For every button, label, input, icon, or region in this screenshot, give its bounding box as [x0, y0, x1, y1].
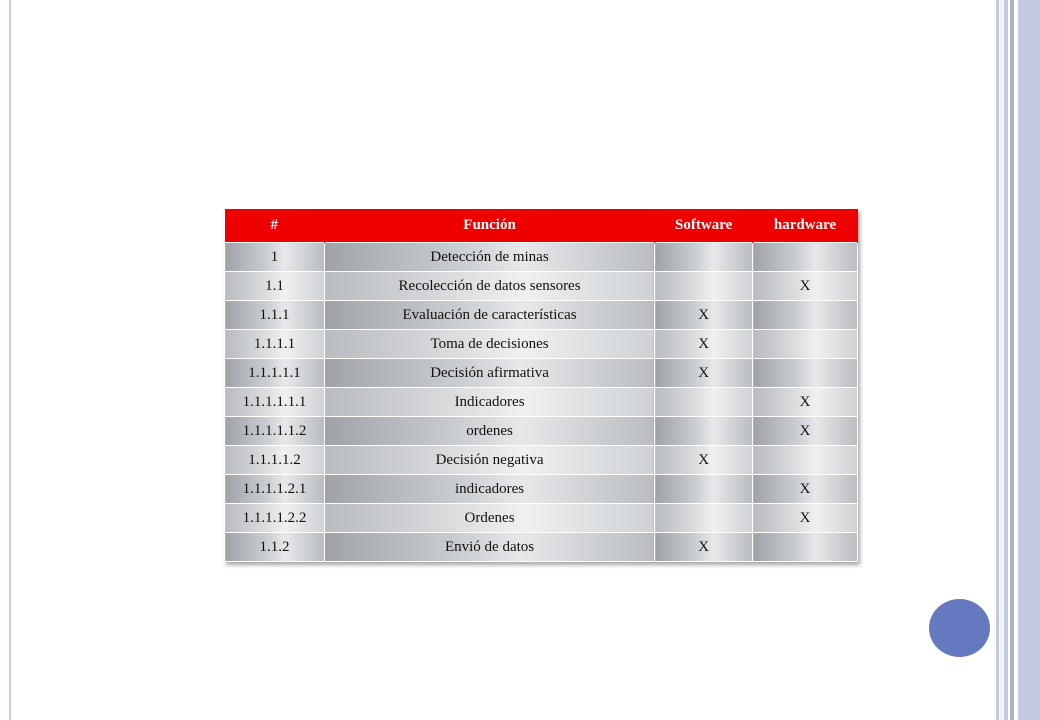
table-row — [225, 446, 858, 475]
cell-function: Decisión negativa — [324, 446, 654, 475]
right-stripe — [1004, 0, 1008, 720]
cell-number: 1.1.1.1.1.2 — [225, 417, 325, 446]
cell-function: indicadores — [324, 475, 654, 504]
right-stripe — [1010, 0, 1014, 720]
table-row — [225, 504, 858, 533]
cell-hardware — [753, 330, 858, 359]
cell-function: ordenes — [324, 417, 654, 446]
cell-hardware — [753, 359, 858, 388]
cell-function: Evaluación de características — [324, 301, 654, 330]
cell-hardware — [753, 301, 858, 330]
cell-software: X — [655, 533, 753, 562]
cell-number: 1 — [225, 243, 325, 272]
cell-hardware: X — [753, 504, 858, 533]
table-row — [225, 243, 858, 272]
table-row — [225, 330, 858, 359]
cell-number: 1.1.1.1.2 — [225, 446, 325, 475]
cell-function: Indicadores — [324, 388, 654, 417]
table-header-row — [225, 209, 858, 243]
cell-function: Toma de decisiones — [324, 330, 654, 359]
cell-software: X — [655, 359, 753, 388]
cell-number: 1.1.1.1.1.1 — [225, 388, 325, 417]
cell-function: Envió de datos — [324, 533, 654, 562]
cell-software — [655, 272, 753, 301]
cell-hardware — [753, 533, 858, 562]
right-stripe — [996, 0, 999, 720]
cell-hardware — [753, 446, 858, 475]
decorative-circle — [929, 599, 990, 657]
cell-number: 1.1.1.1.1 — [225, 359, 325, 388]
table-row — [225, 533, 858, 562]
cell-number: 1.1 — [225, 272, 325, 301]
cell-hardware: X — [753, 417, 858, 446]
cell-function: Detección de minas — [324, 243, 654, 272]
header-hardware: hardware — [753, 209, 858, 243]
function-table — [224, 209, 858, 562]
cell-software: X — [655, 330, 753, 359]
table-row — [225, 301, 858, 330]
cell-function: Ordenes — [324, 504, 654, 533]
cell-number: 1.1.1.1 — [225, 330, 325, 359]
cell-software — [655, 475, 753, 504]
cell-number: 1.1.1 — [225, 301, 325, 330]
cell-number: 1.1.2 — [225, 533, 325, 562]
header-function: Función — [324, 209, 654, 243]
cell-software — [655, 504, 753, 533]
right-stripe — [1000, 0, 1003, 720]
cell-hardware: X — [753, 475, 858, 504]
cell-hardware: X — [753, 388, 858, 417]
table-row — [225, 388, 858, 417]
cell-number: 1.1.1.1.2.2 — [225, 504, 325, 533]
right-stripe — [1018, 0, 1040, 720]
cell-software — [655, 417, 753, 446]
table-row — [225, 417, 858, 446]
cell-software — [655, 243, 753, 272]
cell-hardware: X — [753, 272, 858, 301]
cell-software — [655, 388, 753, 417]
header-number: # — [225, 209, 325, 243]
cell-number: 1.1.1.1.2.1 — [225, 475, 325, 504]
header-software: Software — [655, 209, 753, 243]
left-frame-line — [9, 0, 11, 720]
cell-hardware — [753, 243, 858, 272]
cell-software: X — [655, 301, 753, 330]
cell-function: Recolección de datos sensores — [324, 272, 654, 301]
table-row — [225, 359, 858, 388]
table-row — [225, 272, 858, 301]
cell-function: Decisión afirmativa — [324, 359, 654, 388]
table-body — [225, 243, 858, 562]
cell-software: X — [655, 446, 753, 475]
table-row — [225, 475, 858, 504]
